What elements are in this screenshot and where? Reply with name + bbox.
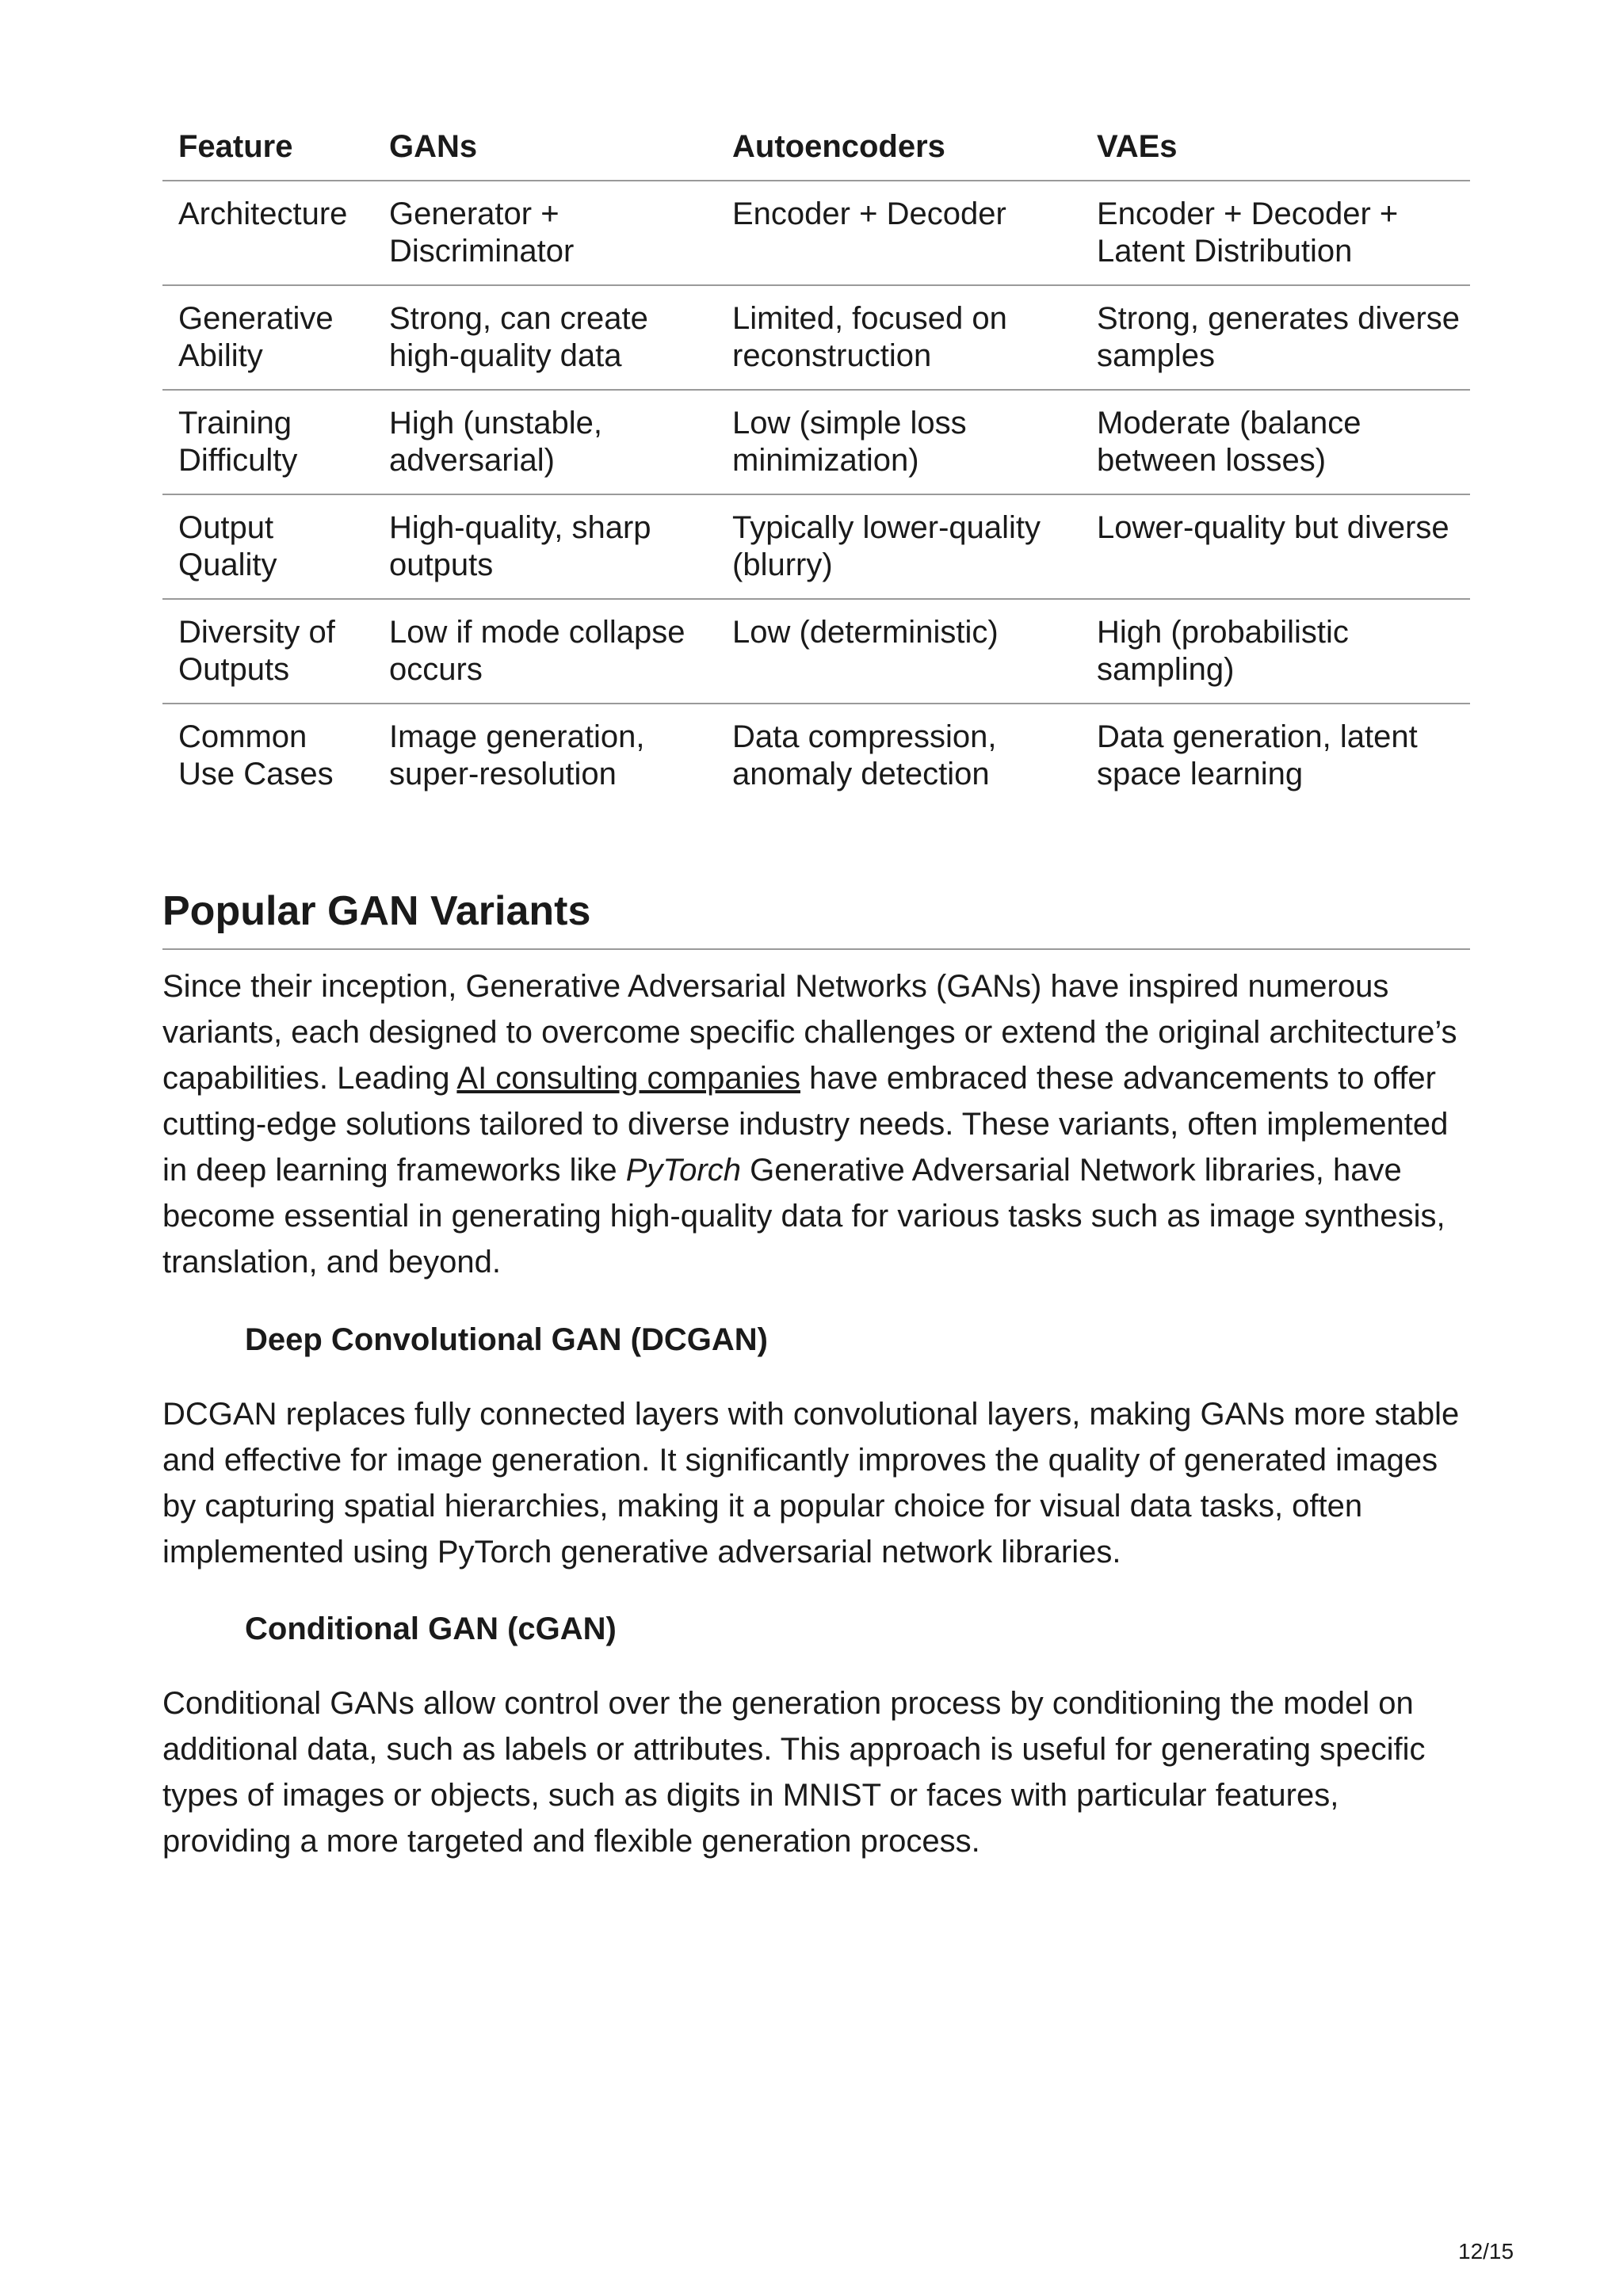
table-cell: Moderate (balance between losses) (1081, 390, 1470, 494)
table-cell: High-quality, sharp outputs (373, 494, 716, 599)
table-cell: High (probabilistic sampling) (1081, 599, 1470, 704)
table-cell: Strong, can create high-quality data (373, 285, 716, 390)
header-cell-vaes: VAEs (1081, 119, 1470, 181)
table-row (162, 390, 1470, 494)
table-cell: Diversity of Outputs (162, 599, 373, 704)
intro-text-start: Since their inception, Generative Adversarial Networks (GANs) have inspired numerous variants, each designed to overcome specific challenges or extend the original architecture’s capabilities. Leading (162, 969, 1457, 1096)
table-cell: Data generation, latent space learning (1097, 719, 1418, 791)
table-row (162, 181, 1470, 285)
table-cell: Architecture (162, 181, 373, 285)
comparison-table (162, 119, 1470, 807)
table-cell: Typically lower-quality (blurry) (716, 494, 1081, 599)
section-heading: Popular GAN Variants (162, 883, 1470, 950)
table-row (162, 285, 1470, 390)
table-cell: Low (deterministic) (716, 599, 1081, 704)
table-cell: Output Quality (162, 494, 373, 599)
table-cell: Low if mode collapse occurs (373, 599, 716, 704)
table-cell: Limited, focused on reconstruction (716, 285, 1081, 390)
intro-text-middle: have embraced these advancements to offer cutting-edge solutions tailored to diverse industry needs. These variants, often implemented in deep learning frameworks like (162, 1061, 1449, 1188)
page-number: 12/15 (1458, 2239, 1514, 2264)
table-row (162, 704, 1470, 807)
table-header-row (162, 119, 1470, 181)
table-row (162, 599, 1470, 704)
ai-consulting-companies-link[interactable]: AI consulting companies (456, 1061, 800, 1096)
table-cell: Common Use Cases (178, 719, 334, 791)
table-row (162, 494, 1470, 599)
table-cell: Encoder + Decoder + Latent Distribution (1081, 181, 1470, 285)
table-cell: Image generation, super-resolution (389, 719, 645, 791)
header-cell-feature: Feature (162, 119, 373, 181)
table-cell: Generator + Discriminator (373, 181, 716, 285)
table-cell: High (unstable, adversarial) (373, 390, 716, 494)
cgan-heading: Conditional GAN (cGAN) (245, 1611, 617, 1646)
table-cell: Low (simple loss minimization) (716, 390, 1081, 494)
intro-paragraph (162, 963, 1470, 1285)
header-cell-autoencoders: Autoencoders (716, 119, 1081, 181)
table-cell: Data compression, anomaly detection (732, 719, 997, 791)
cgan-paragraph: Conditional GANs allow control over the generation process by conditioning the model on additional data, such as labels or attributes. This approach is useful for generating specific types of images or objects, such as digits in MNIST or faces with particular features, providing a more targeted and flexible generation process. (162, 1686, 1426, 1859)
intro-text-end: Generative Adversarial Network libraries, have become essential in generating high-quality data for various tasks such as image synthesis, translation, and beyond. (162, 1153, 1445, 1280)
table-cell: Training Difficulty (162, 390, 373, 494)
table-cell: Encoder + Decoder (716, 181, 1081, 285)
table-cell: Lower-quality but diverse (1081, 494, 1470, 599)
dcgan-heading: Deep Convolutional GAN (DCGAN) (245, 1322, 768, 1357)
table-cell: Generative Ability (162, 285, 373, 390)
pytorch-emphasis: PyTorch (625, 1153, 741, 1188)
table-cell: Strong, generates diverse samples (1081, 285, 1470, 390)
header-cell-gans: GANs (373, 119, 716, 181)
dcgan-paragraph: DCGAN replaces fully connected layers with convolutional layers, making GANs more stable and effective for image generation. It significantly improves the quality of generated images by capturing spatial hierarchies, making it a popular choice for visual data tasks, often implemented using PyTorch generative adversarial network libraries. (162, 1397, 1460, 1569)
